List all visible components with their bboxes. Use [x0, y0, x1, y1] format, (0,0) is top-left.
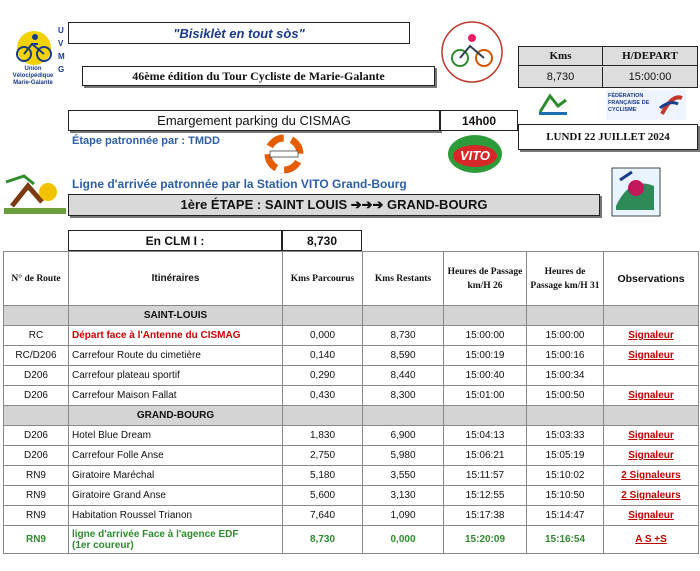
cell-route: RC/D206: [4, 346, 69, 366]
cell-parc: 0,290: [283, 366, 363, 386]
cell-h31: 15:10:50: [527, 486, 604, 506]
cell-h26: 15:00:40: [444, 366, 527, 386]
depart-label: H/DEPART: [603, 47, 697, 66]
section-end: GRAND-BOURG: [69, 406, 283, 426]
cell-route: D206: [4, 386, 69, 406]
federation-logo-text: FÉDÉRATION FRANÇAISE DE CYCLISME: [608, 93, 650, 113]
emargement-box: [68, 110, 440, 131]
table-row: [4, 346, 699, 366]
date-text: LUNDI 22 JUILLET 2024: [546, 131, 670, 143]
col-route: N° de Route: [4, 252, 69, 306]
col-itin: Itinéraires: [69, 252, 283, 306]
uvmg-logo-name: Union Vélocipédique Marie-Galante: [12, 66, 54, 86]
cell-rest: 6,900: [363, 426, 444, 446]
cell-h26: 15:12:55: [444, 486, 527, 506]
table-row: [4, 466, 699, 486]
cell-rest: 8,440: [363, 366, 444, 386]
cell-obs: Signaleur: [604, 326, 699, 346]
cell-h31: 15:03:33: [527, 426, 604, 446]
section-start: SAINT-LOUIS: [69, 306, 283, 326]
table-header-row: [4, 252, 699, 306]
cell-parc: 1,830: [283, 426, 363, 446]
finish-itin-line2: (1er coureur): [72, 539, 134, 551]
cell-parc: 0,140: [283, 346, 363, 366]
cell-parc: 5,180: [283, 466, 363, 486]
cell-rest: 5,980: [363, 446, 444, 466]
edition-title: 46ème édition du Tour Cycliste de Marie-Galante: [132, 68, 385, 83]
kms-label: Kms: [519, 47, 603, 66]
cell-obs: Signaleur: [604, 426, 699, 446]
cell-parc: 2,750: [283, 446, 363, 466]
col-parc: Kms Parcourus: [283, 252, 363, 306]
cell-obs: Signaleur: [604, 386, 699, 406]
finish-h31: 15:16:54: [527, 526, 604, 554]
table-row: [4, 486, 699, 506]
finish-itin-line1: ligne d'arrivée Face à l'agence EDF: [72, 528, 239, 540]
table-row: [4, 386, 699, 406]
cell-obs: Signaleur: [604, 346, 699, 366]
cell-h31: 15:00:34: [527, 366, 604, 386]
cell-h26: 15:17:38: [444, 506, 527, 526]
kms-value: 8,730: [519, 67, 603, 87]
cell-itin: Départ face à l'Antenne du CISMAG: [69, 326, 283, 346]
comite-logo: [438, 18, 506, 86]
table-row: [4, 506, 699, 526]
cell-h26: 15:00:19: [444, 346, 527, 366]
cell-itin: Giratoire Maréchal: [69, 466, 283, 486]
cell-obs: Signaleur: [604, 506, 699, 526]
cell-rest: 8,730: [363, 326, 444, 346]
cell-h31: 15:00:16: [527, 346, 604, 366]
cell-h31: 15:14:47: [527, 506, 604, 526]
clm-value: 8,730: [306, 233, 338, 248]
cell-itin: Habitation Roussel Trianon: [69, 506, 283, 526]
cell-itin: Carrefour Maison Fallat: [69, 386, 283, 406]
cell-route: RN9: [4, 506, 69, 526]
cell-itin: Giratoire Grand Anse: [69, 486, 283, 506]
edition-box: [82, 66, 435, 86]
cell-route: D206: [4, 366, 69, 386]
table-row: [4, 326, 699, 346]
emargement-time: 14h00: [461, 113, 497, 128]
cell-h31: 15:10:02: [527, 466, 604, 486]
cell-route: D206: [4, 446, 69, 466]
col-rest: Kms Restants: [363, 252, 444, 306]
cell-route: RN9: [4, 466, 69, 486]
cell-h26: 15:11:57: [444, 466, 527, 486]
federation-logo: [606, 90, 686, 120]
sponsor-etape: Étape patronnée par : TMDD: [72, 135, 220, 147]
route-table: [3, 251, 699, 554]
cell-parc: 0,000: [283, 326, 363, 346]
cell-h26: 15:00:00: [444, 326, 527, 346]
etape-title-box: [68, 194, 600, 216]
emargement-time-box: [440, 110, 518, 131]
col-h26: Heures de Passage km/H 26: [444, 252, 527, 306]
kms-depart-table: [518, 46, 698, 88]
etape-title: 1ère ÉTAPE : SAINT LOUIS ➔➔➔ GRAND-BOURG: [180, 197, 488, 212]
cell-obs: Signaleur: [604, 446, 699, 466]
col-obs: Observations: [604, 252, 699, 306]
cell-h26: 15:04:13: [444, 426, 527, 446]
cell-rest: 8,590: [363, 346, 444, 366]
cell-route: D206: [4, 426, 69, 446]
clm-value-box: [282, 230, 362, 251]
tmdd-logo: [262, 134, 306, 174]
table-row: [4, 446, 699, 466]
vito-logo-text: VITO: [459, 148, 491, 163]
slogan: "Bisiklèt en tout sòs": [173, 25, 305, 41]
cell-rest: 1,090: [363, 506, 444, 526]
cell-parc: 7,640: [283, 506, 363, 526]
uvmg-logo-letters: U V M G: [58, 26, 65, 74]
slogan-box: [68, 22, 410, 44]
finish-itin: [69, 526, 283, 554]
cell-h31: 15:00:50: [527, 386, 604, 406]
finish-h26: 15:20:09: [444, 526, 527, 554]
region-logo: [536, 90, 570, 118]
cell-itin: Carrefour plateau sportif: [69, 366, 283, 386]
cell-rest: 8,300: [363, 386, 444, 406]
cell-rest: 3,130: [363, 486, 444, 506]
col-h31: Heures de Passage km/H 31: [527, 252, 604, 306]
finish-row: [4, 526, 699, 554]
finish-obs: A S +S: [604, 526, 699, 554]
emargement-text: Emargement parking du CISMAG: [157, 113, 351, 128]
date-box: [518, 124, 698, 150]
cell-parc: 0,430: [283, 386, 363, 406]
cell-h26: 15:01:00: [444, 386, 527, 406]
clm-label-box: [68, 230, 282, 251]
cell-obs: 2 Signaleurs: [604, 466, 699, 486]
finish-route: RN9: [4, 526, 69, 554]
arrival-logo: [4, 172, 66, 224]
cell-h31: 15:00:00: [527, 326, 604, 346]
island-logo: [610, 166, 662, 218]
cell-rest: 3,550: [363, 466, 444, 486]
cell-itin: Carrefour Folle Anse: [69, 446, 283, 466]
cell-h31: 15:05:19: [527, 446, 604, 466]
cell-route: RN9: [4, 486, 69, 506]
cell-route: RC: [4, 326, 69, 346]
cell-itin: Hotel Blue Dream: [69, 426, 283, 446]
clm-label: En CLM I :: [145, 233, 205, 248]
finish-rest: 0,000: [363, 526, 444, 554]
section-row: [4, 306, 699, 326]
depart-value: 15:00:00: [628, 71, 672, 83]
cell-itin: Carrefour Route du cimetière: [69, 346, 283, 366]
section-row: [4, 406, 699, 426]
cell-parc: 5,600: [283, 486, 363, 506]
table-row: [4, 426, 699, 446]
cell-obs: 2 Signaleurs: [604, 486, 699, 506]
finish-parc: 8,730: [283, 526, 363, 554]
table-row: [4, 366, 699, 386]
sponsor-arrivee: Ligne d'arrivée patronnée par la Station VITO Grand-Bourg: [72, 177, 407, 191]
cell-obs: [604, 366, 699, 386]
cell-h26: 15:06:21: [444, 446, 527, 466]
